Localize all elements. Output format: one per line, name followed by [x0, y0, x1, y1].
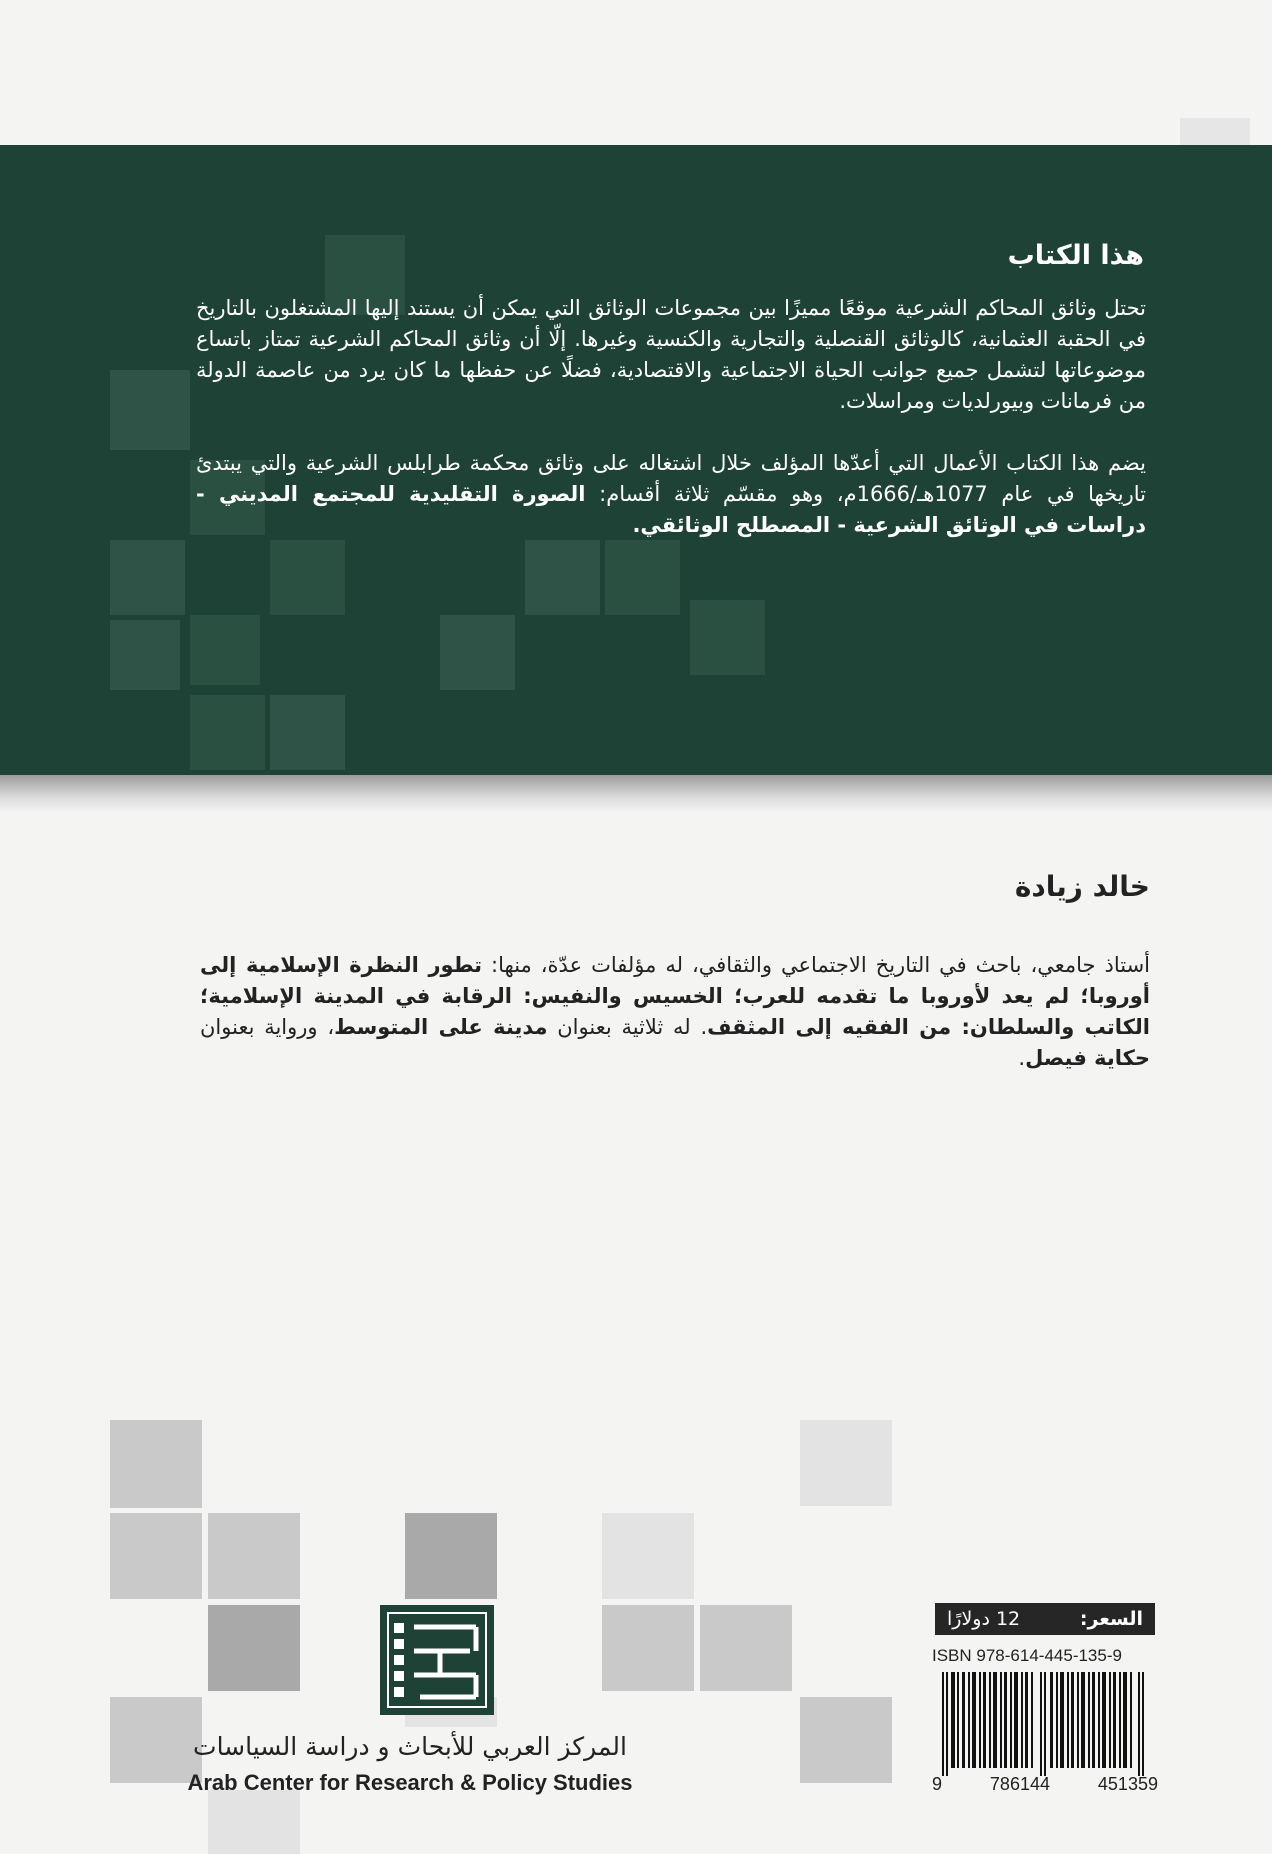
decorative-square — [110, 1513, 202, 1599]
about-paragraph-2 — [196, 448, 1146, 541]
barcode — [932, 1672, 1158, 1776]
decorative-square — [602, 1605, 694, 1691]
publisher-logo — [380, 1605, 494, 1715]
bio-trilogy: مدينة على المتوسط — [334, 1015, 548, 1039]
price-label: السعر: — [1079, 1608, 1143, 1630]
bio-works: تطور النظرة الإسلامية إلى أوروبا؛ لم يعد لأوروبا ما تقدمه للعرب؛ الخسيس والنفيس: الرقابة في المدينة الإسلامية؛ الكاتب والسلطان: من الفقيه إلى المثقف — [200, 953, 1150, 1039]
author-bio — [200, 950, 1150, 1074]
decorative-square — [190, 615, 260, 685]
publisher-name-arabic: المركز العربي للأبحاث و دراسة السياسات — [193, 1732, 627, 1761]
decorative-square — [700, 1605, 792, 1691]
bio-end: . — [1018, 1046, 1026, 1070]
decorative-square — [1180, 118, 1250, 148]
decorative-square — [800, 1420, 892, 1506]
about-paragraph-2-text: يضم هذا الكتاب الأعمال التي أعدّها المؤلف خلال اشتغاله على وثائق محكمة طرابلس الشرعية والتي يبتدئ تاريخها في عام 1077هـ/1666م، وهو مقسّم ثلاثة أقسام: — [196, 451, 1146, 506]
bio-novel: حكاية فيصل — [1025, 1046, 1150, 1070]
bio-novel-prefix: ، ورواية بعنوان — [200, 1015, 335, 1039]
decorative-square — [190, 695, 265, 770]
decorative-square — [270, 695, 345, 770]
decorative-square — [110, 620, 180, 690]
barcode-digit-prefix: 9 — [932, 1774, 943, 1794]
isbn-text: ISBN 978-614-445-135-9 — [932, 1646, 1122, 1665]
barcode-digit-group-1: 786144 — [989, 1774, 1050, 1794]
author-name: خالد زيادة — [1014, 870, 1150, 903]
decorative-square — [110, 1420, 202, 1508]
bio-intro: أستاذ جامعي، باحث في التاريخ الاجتماعي والثقافي، له مؤلفات عدّة، منها: — [482, 953, 1150, 977]
decorative-square — [208, 1790, 300, 1854]
decorative-square — [525, 540, 600, 615]
barcode-digits — [932, 1774, 1158, 1795]
book-sections: الصورة التقليدية للمجتمع المديني - دراسات في الوثائق الشرعية - المصطلح الوثائقي. — [196, 482, 1146, 537]
decorative-square — [440, 615, 515, 690]
publisher-logo-mark — [380, 1605, 494, 1715]
decorative-square — [605, 540, 680, 615]
section-heading: هذا الكتاب — [1007, 240, 1144, 271]
decorative-square — [110, 540, 185, 615]
about-paragraph-1: تحتل وثائق المحاكم الشرعية موقعًا مميزًا بين مجموعات الوثائق التي يمكن أن يستند إليها المشتغلون بالتاريخ في الحقبة العثمانية، كالوثائق القنصلية والتجارية والكنسية وغيرها. إلّا أن وثائق المحاكم الشرعية تمتاز باتساع موضوعاتها لتشمل جميع جوانب الحياة الاجتماعية والاقتصادية، فضلًا عن حفظها ما كان يرد من عاصمة الدولة من فرمانات وبيورلديات ومراسلات. — [196, 296, 1146, 413]
decorative-square — [690, 600, 765, 675]
price-tag — [935, 1603, 1155, 1635]
panel-shadow — [0, 775, 1272, 813]
decorative-square — [602, 1513, 694, 1599]
barcode-digit-group-2: 451359 — [1097, 1774, 1158, 1794]
decorative-square — [110, 370, 190, 450]
price-value: 12 دولارًا — [947, 1608, 1021, 1630]
decorative-square — [800, 1697, 892, 1783]
bio-mid: . له ثلاثية بعنوان — [547, 1015, 708, 1039]
decorative-square — [405, 1513, 497, 1599]
publisher-name-english: Arab Center for Research & Policy Studies — [187, 1770, 633, 1795]
decorative-square — [208, 1513, 300, 1599]
decorative-square — [208, 1605, 300, 1691]
decorative-square — [270, 540, 345, 615]
